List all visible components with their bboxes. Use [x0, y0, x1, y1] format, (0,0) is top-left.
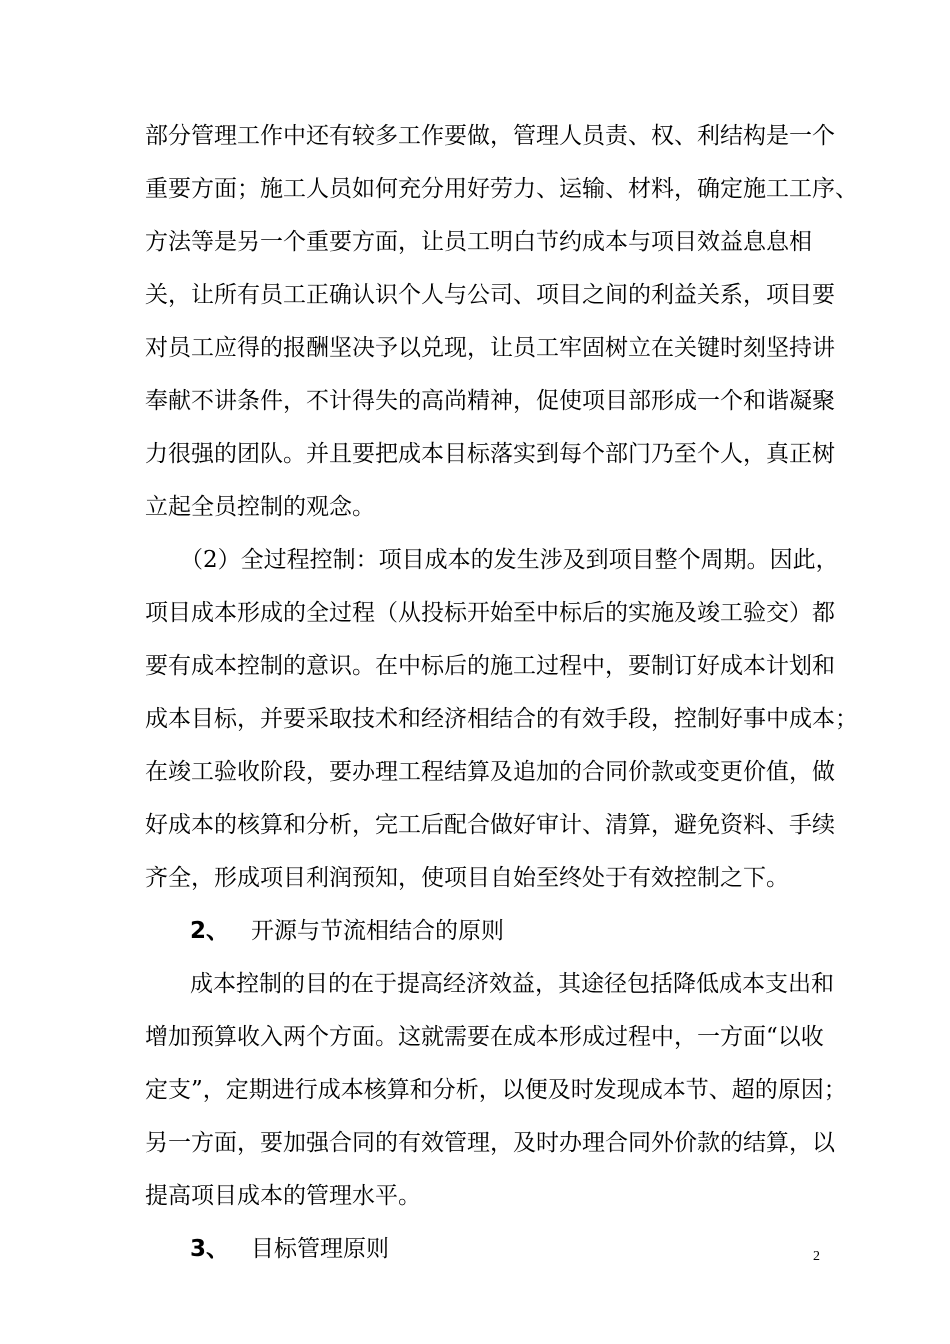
- text-line: 奉献不讲条件，不计得失的高尚精神，促使项目部形成一个和谐凝聚: [145, 388, 835, 414]
- text-line: 成本控制的目的在于提高经济效益，其途径包括降低成本支出和: [190, 971, 834, 997]
- text-line: 齐全，形成项目利润预知，使项目自始至终处于有效控制之下。: [145, 865, 789, 891]
- heading-text: 开源与节流相结合的原则: [251, 918, 505, 944]
- text-line: 方法等是另一个重要方面，让员工明白节约成本与项目效益息息相: [145, 229, 812, 255]
- text-line: 要有成本控制的意识。在中标后的施工过程中，要制订好成本计划和: [145, 653, 835, 679]
- heading-number: 3、: [190, 1236, 230, 1262]
- text-line: 好成本的核算和分析，完工后配合做好审计、清算，避免资料、手续: [145, 812, 835, 838]
- text-line: 重要方面；施工人员如何充分用好劳力、运输、材料，确定施工工序、: [145, 176, 858, 202]
- text-line: 增加预算收入两个方面。这就需要在成本形成过程中，一方面“以收: [145, 1024, 824, 1050]
- section-heading-2: [190, 916, 810, 946]
- page-number: 2: [813, 1249, 820, 1264]
- heading-text: 目标管理原则: [251, 1236, 390, 1262]
- text-line: 成本目标，并要采取技术和经济相结合的有效手段，控制好事中成本；: [145, 706, 858, 732]
- text-line: 定支”，定期进行成本核算和分析，以便及时发现成本节、超的原因；: [145, 1077, 847, 1103]
- text-line: 项目成本形成的全过程（从投标开始至中标后的实施及竣工验交）都: [145, 600, 835, 626]
- text-line: （2）全过程控制：项目成本的发生涉及到项目整个周期。因此，: [180, 547, 839, 573]
- text-line: 提高项目成本的管理水平。: [145, 1183, 421, 1209]
- text-line: 力很强的团队。并且要把成本目标落实到每个部门乃至个人，真正树: [145, 441, 835, 467]
- text-line: 对员工应得的报酬坚决予以兑现，让员工牢固树立在关键时刻坚持讲: [145, 335, 835, 361]
- text-line: 关，让所有员工正确认识个人与公司、项目之间的利益关系，项目要: [145, 282, 835, 308]
- heading-number: 2、: [190, 918, 230, 944]
- section-heading-3: [190, 1234, 810, 1264]
- text-line: 部分管理工作中还有较多工作要做，管理人员责、权、利结构是一个: [145, 123, 835, 149]
- text-line: 另一方面，要加强合同的有效管理，及时办理合同外价款的结算，以: [145, 1130, 835, 1156]
- text-line: 在竣工验收阶段，要办理工程结算及追加的合同价款或变更价值，做: [145, 759, 835, 785]
- text-line: 立起全员控制的观念。: [145, 494, 375, 520]
